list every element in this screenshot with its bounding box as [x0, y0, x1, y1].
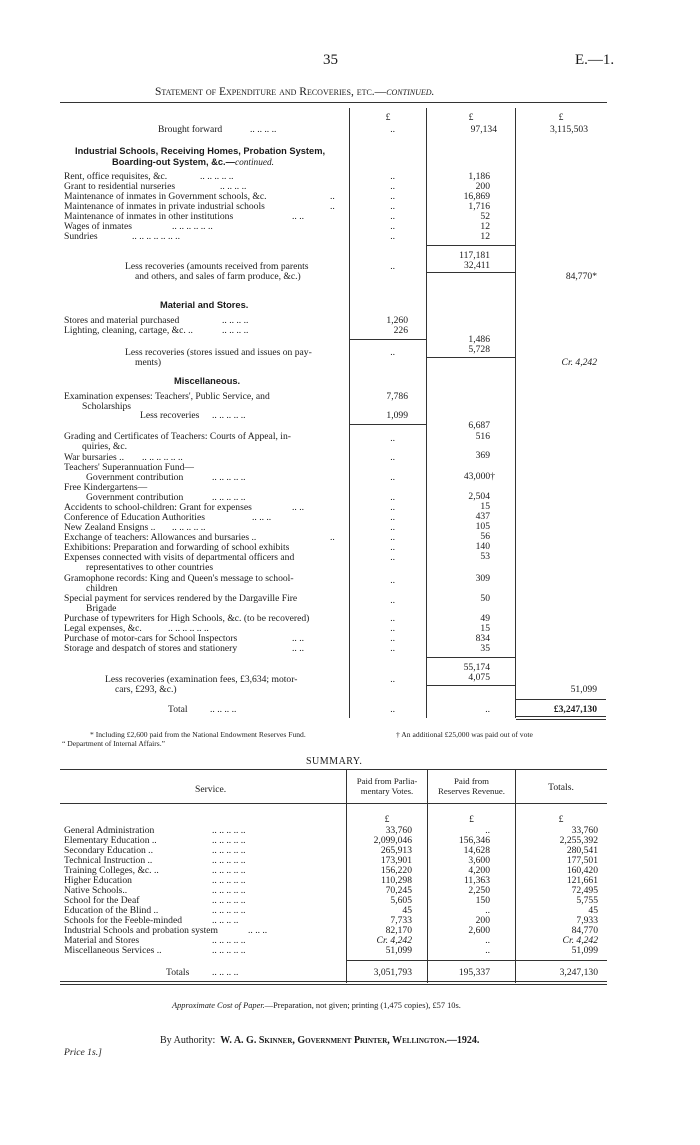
ind-row-4-label: Maintenance of inmates in other institutions — [64, 211, 234, 222]
ind-row-5-c1: .. — [390, 221, 395, 232]
summary-col-parl-2: mentary Votes. — [360, 786, 414, 796]
ind-row-5-c2: 12 — [480, 221, 490, 232]
misc-row-19-c1: .. — [390, 623, 395, 634]
page-title-cont: continued. — [386, 86, 435, 98]
summary-row-0-service: General Administration — [64, 825, 155, 836]
authority-text: W. A. G. Skinner, Government Printer, Wellington.—1924. — [220, 1035, 480, 1046]
misc-subtotal: 55,174 — [463, 662, 490, 673]
mat-row-0-dots: .. .. .. .. — [222, 315, 249, 326]
misc-row-11-c2: 140 — [475, 541, 490, 552]
summary-row-7-tot: 5,755 — [576, 895, 598, 906]
summary-row-10-service: Industrial Schools and probation system — [64, 925, 219, 936]
summary-row-7-res: 150 — [475, 895, 490, 906]
summary-row-12-res: .. — [485, 945, 490, 956]
summary-row-4-parl: 156,220 — [380, 865, 412, 876]
total-top-rule — [516, 699, 606, 700]
footnote-1: * Including £2,600 paid from the National Endowment Reserves Fund. — [90, 730, 306, 739]
ind-row-1-dots: .. .. .. .. — [220, 181, 247, 192]
misc-exam-2: Scholarships — [82, 401, 132, 412]
misc-row-10-c2: 56 — [480, 531, 490, 542]
ind-row-3-dots: .. — [330, 201, 335, 212]
ind-row-1-label: Grant to residential nurseries — [64, 181, 176, 192]
misc-row-18-c1: .. — [390, 613, 395, 624]
summary-row-8-service: Education of the Blind .. — [64, 905, 159, 916]
summary-row-9-tot: 7,933 — [576, 915, 598, 926]
ind-row-0-label: Rent, office requisites, &c. — [64, 171, 168, 182]
summary-row-11-dots: .. .. .. .. .. — [212, 935, 246, 946]
page-number: 35 — [323, 52, 338, 68]
misc-row-20-c1: .. — [390, 633, 395, 644]
summary-row-10-dots: .. .. .. — [248, 925, 268, 936]
summary-row-8-res: .. — [485, 905, 490, 916]
summary-row-6-dots: .. .. .. .. .. — [212, 885, 246, 896]
summary-row-8-dots: .. .. .. .. .. — [212, 905, 246, 916]
misc-row-2-c2: 369 — [475, 450, 490, 461]
total-c1: .. — [390, 704, 395, 715]
misc-row-0-c1: .. — [390, 433, 395, 444]
summary-row-4-tot: 160,420 — [566, 865, 598, 876]
summary-row-12-tot: 51,099 — [571, 945, 598, 956]
ind-row-4-c1: .. — [390, 211, 395, 222]
total-label: Total — [168, 704, 188, 715]
misc-row-20-c2: 834 — [475, 633, 490, 644]
report-code: E.—1. — [575, 52, 615, 68]
ind-row-4-dots: .. .. — [292, 211, 304, 222]
misc-less-2: cars, £293, &c.) — [115, 684, 177, 695]
summary-row-4-service: Training Colleges, &c. .. — [64, 865, 159, 876]
misc-row-9-c2: 105 — [475, 521, 490, 532]
ind-subtotal-rule — [427, 245, 515, 246]
misc-row-21-dots: .. .. — [292, 643, 304, 654]
summary-row-7-dots: .. .. .. .. .. — [212, 895, 246, 906]
summary-row-9-dots: .. .. .. .. — [212, 915, 239, 926]
misc-row-8-label: Conference of Education Authorities — [64, 512, 205, 523]
misc-row-13-label: representatives to other countries — [86, 562, 214, 573]
misc-row-0-label: Grading and Certificates of Teachers: Courts of Appeal, in- — [64, 431, 291, 442]
mat-subtotal: 1,486 — [468, 334, 490, 345]
misc-row-14-label: Gramophone records: King and Queen's message to school- — [64, 573, 294, 584]
misc-row-9-c1: .. — [390, 522, 395, 533]
mat-less-rule — [427, 357, 515, 358]
misc-row-8-c2: 437 — [475, 511, 490, 522]
summary-row-7-parl: 5,605 — [390, 895, 412, 906]
misc-row-12-c2: 53 — [480, 551, 490, 562]
misc-heading: Miscellaneous. — [174, 376, 241, 386]
misc-row-9-dots: .. .. .. .. .. — [172, 522, 206, 533]
summary-total-tot: 3,247,130 — [559, 967, 598, 978]
misc-row-19-dots: .. .. .. .. .. .. — [168, 623, 209, 634]
ind-less-c1: .. — [390, 261, 395, 272]
summary-row-0-parl: 33,760 — [385, 825, 412, 836]
misc-row-14-c2: 309 — [475, 573, 490, 584]
price-note: Price 1s.] — [64, 1047, 102, 1058]
summary-row-6-parl: 70,245 — [385, 885, 412, 896]
misc-net: 51,099 — [570, 684, 597, 695]
mat-row-0-label: Stores and material purchased — [64, 315, 180, 326]
misc-less-rule — [427, 685, 515, 686]
misc-row-9-label: New Zealand Ensigns .. — [64, 522, 156, 533]
mat-net: Cr. 4,242 — [561, 357, 597, 368]
misc-row-10-c1: .. — [390, 532, 395, 543]
summary-row-11-service: Material and Stores — [64, 935, 140, 946]
misc-row-11-c1: .. — [390, 542, 395, 553]
ind-row-6-c2: 12 — [480, 231, 490, 242]
authority-line — [160, 1035, 479, 1047]
mat-less-c1: .. — [390, 347, 395, 358]
summary-row-2-res: 14,628 — [463, 845, 490, 856]
summary-row-1-parl: 2,099,046 — [373, 835, 412, 846]
misc-row-16-c1: .. — [390, 595, 395, 606]
summary-total-dots: .. .. .. .. — [212, 967, 239, 978]
summary-total-rule — [347, 960, 607, 961]
summary-row-2-tot: 280,541 — [566, 845, 598, 856]
misc-less-c1: .. — [390, 674, 395, 685]
summary-row-1-service: Elementary Education .. — [64, 835, 157, 846]
misc-row-7-dots: .. .. — [292, 502, 304, 513]
ind-row-1-c2: 200 — [475, 181, 490, 192]
ind-row-2-c2: 16,869 — [463, 191, 490, 202]
summary-row-10-tot: 84,770 — [571, 925, 598, 936]
summary-row-11-tot: Cr. 4,242 — [562, 935, 598, 946]
misc-row-19-label: Legal expenses, &c. — [64, 623, 142, 634]
misc-row-1-label: quiries, &c. — [82, 441, 128, 452]
ind-row-3-c1: .. — [390, 201, 395, 212]
misc-row-4-c2: 43,000† — [463, 471, 495, 482]
summary-pound-1: £ — [384, 814, 390, 825]
mat-c1-rule — [350, 339, 426, 340]
ind-net: 84,770* — [565, 271, 597, 282]
summary-pound-2: £ — [469, 814, 474, 825]
misc-row-21-label: Storage and despatch of stores and stationery — [64, 643, 238, 654]
authority-label: By Authority: — [160, 1035, 216, 1046]
mat-row-0-c1: 1,260 — [386, 315, 408, 326]
total-dots: .. .. .. .. — [210, 704, 237, 715]
ind-row-6-dots: .. .. .. .. .. .. .. — [132, 231, 180, 242]
summary-row-9-parl: 7,733 — [390, 915, 412, 926]
brought-forward-c2: 97,134 — [470, 124, 497, 135]
mat-less-2: ments) — [135, 357, 162, 368]
misc-exam-less-dots: .. .. .. .. .. — [212, 410, 246, 421]
mat-row-1-c1: 226 — [393, 325, 408, 336]
misc-subtotal-rule — [427, 657, 515, 658]
ind-row-6-c1: .. — [390, 231, 395, 242]
summary-row-3-dots: .. .. .. .. .. — [212, 855, 246, 866]
misc-exam-less: Less recoveries — [140, 410, 200, 421]
misc-row-16-label: Special payment for services rendered by the Dargaville Fire — [64, 593, 298, 604]
mat-less-c2: 5,728 — [468, 344, 490, 355]
summary-row-5-service: Higher Education — [64, 875, 132, 886]
summary-col-totals: Totals. — [548, 782, 574, 793]
summary-row-3-tot: 177,501 — [566, 855, 598, 866]
ind-less-2: and others, and sales of farm produce, &c.) — [135, 271, 301, 282]
misc-row-21-c2: 35 — [480, 643, 490, 654]
ind-subtotal: 117,181 — [459, 250, 490, 261]
mat-row-1-label: Lighting, cleaning, cartage, &c. .. — [64, 325, 193, 336]
misc-row-7-label: Accidents to school-children: Grant for expenses — [64, 502, 252, 513]
misc-row-15-label: children — [86, 583, 118, 594]
summary-row-1-tot: 2,255,392 — [559, 835, 598, 846]
summary-row-10-parl: 82,170 — [385, 925, 412, 936]
misc-row-10-dots: .. — [330, 532, 335, 543]
misc-row-14-c1: .. — [390, 575, 395, 586]
summary-row-12-dots: .. .. .. .. .. — [212, 945, 246, 956]
footnote-2: † An additional £25,000 was paid out of vote — [396, 730, 533, 739]
misc-row-7-c2: 15 — [480, 501, 490, 512]
ind-row-5-dots: .. .. .. .. .. .. — [172, 221, 213, 232]
summary-row-5-tot: 121,661 — [566, 875, 598, 886]
cost-label: Approximate Cost of Paper. — [172, 1001, 265, 1010]
summary-row-7-service: School for the Deaf — [64, 895, 140, 906]
misc-row-4-c1: .. — [390, 472, 395, 483]
summary-row-5-dots: .. .. .. .. .. — [212, 875, 246, 886]
summary-row-4-res: 4,200 — [468, 865, 490, 876]
misc-row-20-label: Purchase of motor-cars for School Inspectors — [64, 633, 238, 644]
summary-row-12-parl: 51,099 — [385, 945, 412, 956]
summary-bottom-double-rule — [60, 981, 607, 985]
brought-forward-c1: .. — [390, 124, 395, 135]
misc-row-18-label: Purchase of typewriters for High Schools, &c. (to be recovered) — [64, 613, 310, 624]
misc-row-5-label: Free Kindergartens— — [64, 482, 148, 493]
misc-exam-1: Examination expenses: Teachers', Public Service, and — [64, 391, 270, 402]
misc-row-20-dots: .. .. — [292, 633, 304, 644]
ind-less-c2: 32,411 — [463, 260, 490, 271]
ind-less-rule — [427, 272, 515, 273]
pound-col-1: £ — [385, 112, 391, 123]
summary-total-label: Totals — [166, 967, 190, 978]
misc-row-12-label: Expenses connected with visits of departmental officers and — [64, 552, 295, 563]
footnote-3: “ Department of Internal Affairs.” — [62, 739, 165, 748]
brought-forward-dots: .. .. .. .. — [250, 124, 277, 135]
cost-text: —Preparation, not given; printing (1,475 copies), £57 10s. — [264, 1001, 461, 1010]
summary-row-0-res: .. — [485, 825, 490, 836]
misc-row-10-label: Exchange of teachers: Allowances and bursaries .. — [64, 532, 257, 543]
pound-col-2: £ — [468, 112, 474, 123]
summary-row-3-parl: 173,901 — [380, 855, 412, 866]
summary-row-3-service: Technical Instruction .. — [64, 855, 153, 866]
misc-exam-less-c1: 1,099 — [386, 410, 408, 421]
summary-row-9-service: Schools for the Feeble-minded — [64, 915, 183, 926]
misc-row-4-dots: .. .. .. .. .. — [212, 472, 246, 483]
mat-less-1: Less recoveries (stores issued and issues on pay- — [125, 347, 312, 358]
summary-row-3-res: 3,600 — [468, 855, 490, 866]
misc-row-18-c2: 49 — [480, 613, 490, 624]
summary-pound-3: £ — [558, 814, 564, 825]
ind-row-2-dots: .. — [330, 191, 335, 202]
summary-row-11-res: .. — [485, 935, 490, 946]
misc-row-21-c1: .. — [390, 643, 395, 654]
industrial-heading-cont: continued. — [234, 158, 274, 168]
total-c3: £3,247,130 — [553, 704, 597, 715]
summary-col-res-2: Reserves Revenue. — [438, 786, 505, 796]
misc-row-6-c2: 2,504 — [468, 491, 490, 502]
summary-col-res-1: Paid from — [454, 776, 489, 786]
summary-row-8-parl: 45 — [402, 905, 412, 916]
page-title — [155, 86, 434, 99]
misc-row-3-label: Teachers' Superannuation Fund— — [64, 462, 195, 473]
summary-row-11-parl: Cr. 4,242 — [376, 935, 412, 946]
misc-row-2-dots: .. .. .. .. .. .. — [142, 452, 183, 463]
ind-row-0-dots: .. .. .. .. .. — [200, 171, 234, 182]
misc-row-19-c2: 15 — [480, 623, 490, 634]
ind-row-3-label: Maintenance of inmates in private industrial schools — [64, 201, 265, 212]
ind-row-0-c1: .. — [390, 171, 395, 182]
misc-row-17-label: Brigade — [86, 603, 117, 614]
misc-row-6-c1: .. — [390, 492, 395, 503]
summary-row-0-tot: 33,760 — [571, 825, 598, 836]
misc-row-12-c1: .. — [390, 552, 395, 563]
ind-less-1: Less recoveries (amounts received from parents — [125, 261, 309, 272]
summary-row-1-dots: .. .. .. .. .. — [212, 835, 246, 846]
ind-row-2-label: Maintenance of inmates in Government schools, &c. — [64, 191, 267, 202]
ind-row-1-c1: .. — [390, 181, 395, 192]
summary-total-parl: 3,051,793 — [373, 967, 412, 978]
material-heading: Material and Stores. — [160, 300, 249, 310]
misc-row-2-c1: .. — [390, 452, 395, 463]
cost-of-paper — [172, 1000, 461, 1011]
pound-col-3: £ — [558, 112, 564, 123]
summary-row-0-dots: .. .. .. .. .. — [212, 825, 246, 836]
misc-row-6-label: Government contribution — [86, 492, 184, 503]
summary-row-9-res: 200 — [475, 915, 490, 926]
page-title-main: Statement of Expenditure and Recoveries, etc.— — [155, 86, 387, 98]
summary-row-8-tot: 45 — [588, 905, 598, 916]
misc-row-6-dots: .. .. .. .. .. — [212, 492, 246, 503]
summary-row-6-service: Native Schools.. — [64, 885, 128, 896]
col-divider-3 — [515, 108, 516, 718]
industrial-heading-2 — [112, 157, 274, 169]
misc-row-7-c1: .. — [390, 502, 395, 513]
summary-row-4-dots: .. .. .. .. .. — [212, 865, 246, 876]
misc-row-0-c2: 516 — [475, 431, 490, 442]
ind-row-5-label: Wages of inmates — [64, 221, 132, 232]
summary-col-service: Service. — [195, 784, 227, 795]
summary-row-6-res: 2,250 — [468, 885, 490, 896]
mat-row-1-dots: .. .. .. .. — [222, 325, 249, 336]
misc-less-1: Less recoveries (examination fees, £3,634; motor- — [105, 674, 298, 685]
summary-row-1-res: 156,346 — [458, 835, 490, 846]
brought-forward-label: Brought forward — [158, 124, 223, 135]
summary-row-10-res: 2,600 — [468, 925, 490, 936]
summary-row-5-res: 11,363 — [463, 875, 490, 886]
summary-col-parl-1: Paid from Parlia- — [356, 776, 418, 786]
ind-row-4-c2: 52 — [480, 211, 490, 222]
summary-row-6-tot: 72,495 — [571, 885, 598, 896]
industrial-heading-2-text: Boarding-out System, &c.— — [112, 157, 235, 167]
misc-row-16-c2: 50 — [480, 593, 490, 604]
brought-forward-c3: 3,115,503 — [549, 124, 588, 135]
misc-row-11-label: Exhibitions: Preparation and forwarding of school exhibits — [64, 542, 290, 553]
misc-exam-rule — [350, 424, 426, 425]
misc-row-8-c1: .. — [390, 512, 395, 523]
summary-title: SUMMARY. — [306, 756, 363, 767]
ind-row-3-c2: 1,716 — [468, 201, 490, 212]
ind-row-2-c1: .. — [390, 191, 395, 202]
misc-exam-c1: 7,786 — [386, 391, 408, 402]
summary-row-2-dots: .. .. .. .. .. — [212, 845, 246, 856]
misc-exam-net: 6,687 — [468, 420, 490, 431]
misc-row-4-label: Government contribution — [86, 472, 184, 483]
table-top-rule — [60, 102, 607, 103]
misc-row-8-dots: .. .. .. — [252, 512, 272, 523]
total-c2: .. — [485, 704, 490, 715]
misc-less-c2: 4,075 — [468, 672, 490, 683]
summary-row-2-service: Secondary Education .. — [64, 845, 153, 856]
misc-row-2-label: War bursaries .. — [64, 452, 124, 463]
total-double-rule — [516, 716, 606, 720]
ind-row-6-label: Sundries — [64, 231, 98, 242]
summary-header-rule — [60, 803, 607, 804]
summary-total-res: 195,337 — [458, 967, 490, 978]
summary-top-rule — [60, 769, 607, 770]
ind-row-0-c2: 1,186 — [468, 171, 490, 182]
summary-row-12-service: Miscellaneous Services .. — [64, 945, 162, 956]
industrial-heading-1: Industrial Schools, Receiving Homes, Probation System, — [75, 146, 326, 156]
summary-row-5-parl: 110,298 — [381, 875, 412, 886]
summary-row-2-parl: 265,913 — [380, 845, 412, 856]
